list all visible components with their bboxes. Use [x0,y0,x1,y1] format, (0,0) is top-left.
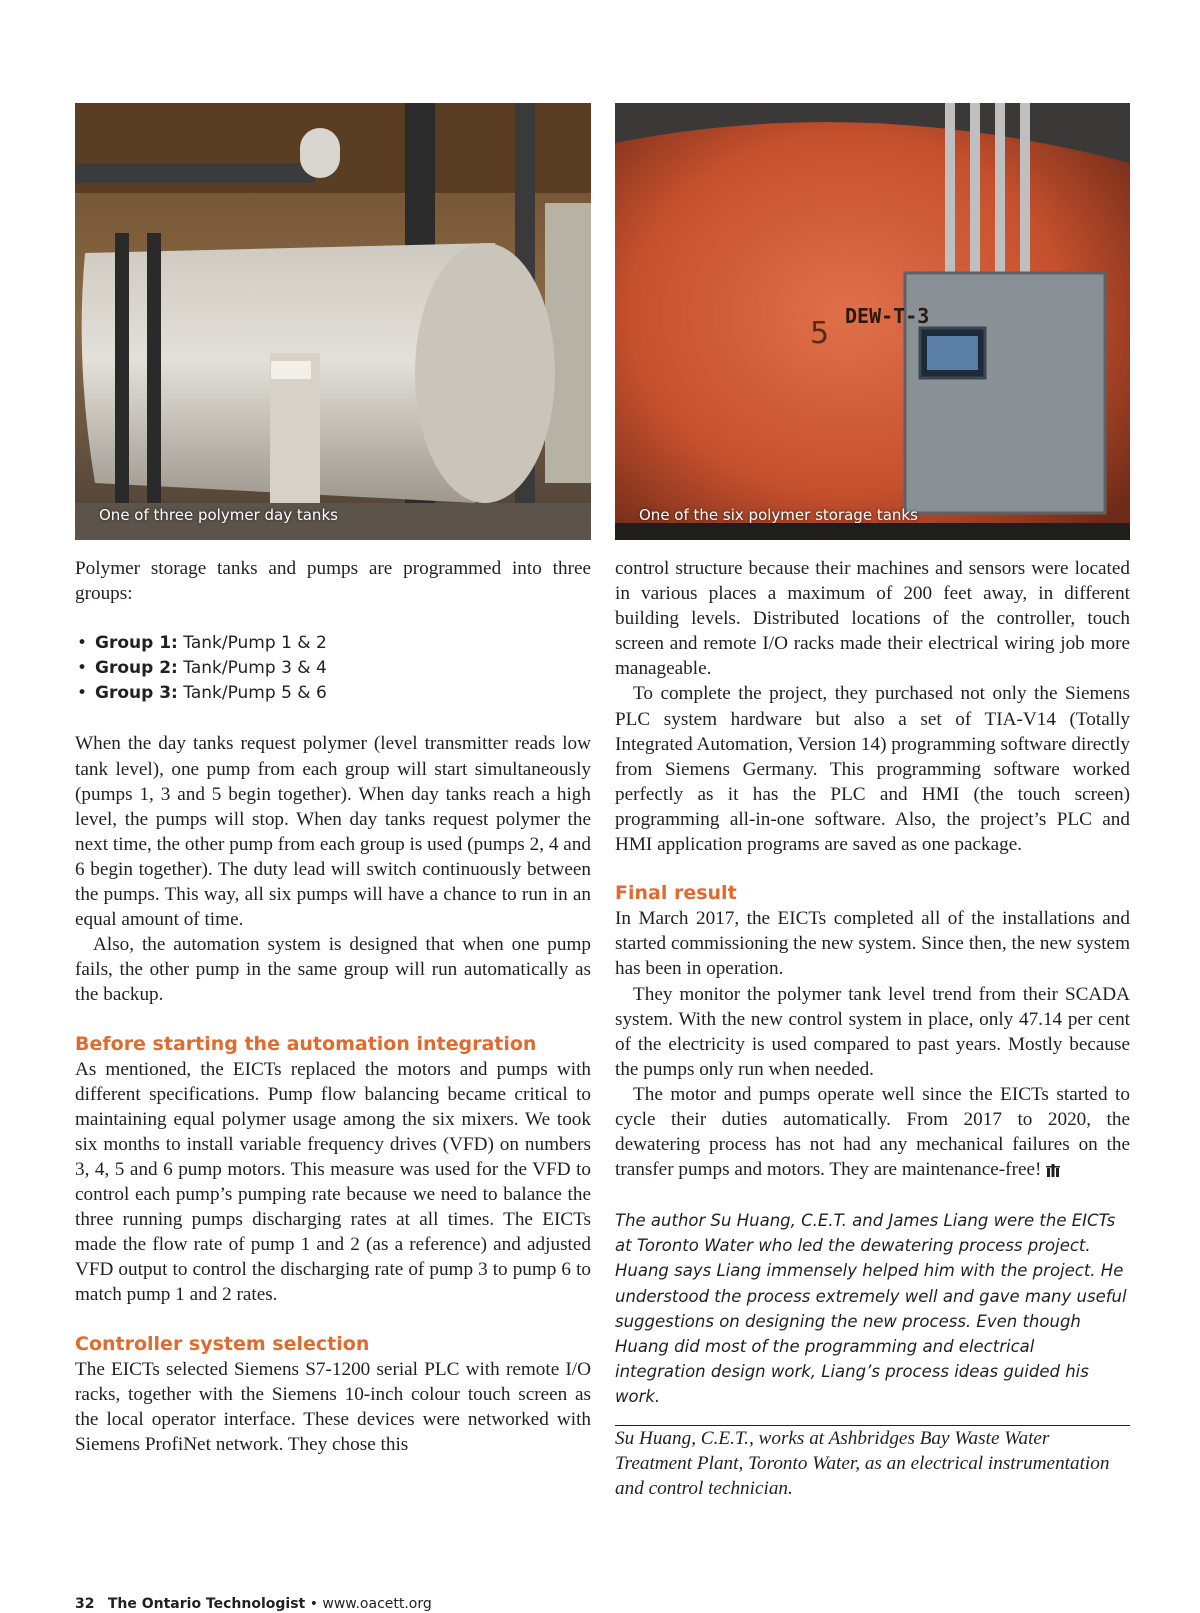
tank-number: 5 [810,316,830,351]
body-paragraph: The EICTs selected Siemens S7-1200 serial PLC with remote I/O racks, together with the Siemens 10-inch colour touch screen as the local operator interface. These devices were networked with Siemens ProfiNet network. They chose this [75,1358,591,1455]
photo-day-tank [75,103,591,540]
body-paragraph: To complete the project, they purchased not only the Siemens PLC system hardware but also a set of TIA-V14 (Totally Integrated Automation, Version 14) programming software directly from Siemens Germany. This programming software worked perfectly as it has the PLC and HMI (the touch screen) programming all-in-one software. Also, the project’s PLC and HMI application programs are saved as one package. [615,683,1130,856]
page-footer [75,1596,432,1612]
body-paragraph: In March 2017, the EICTs completed all of the installations and started commissioning the new system. Since then, the new system has been in operation. [615,908,1130,980]
day-tank-image [75,103,591,540]
photo-caption: One of the six polymer storage tanks [639,506,918,524]
list-item: • Group 2: Tank/Pump 3 & 4 [95,656,591,681]
left-column [75,556,591,1457]
body-paragraph: They monitor the polymer tank level trend from their SCADA system. With the new control system in place, only 47.14 per cent of the electricity is used compared to past years. Mostly because the pumps only run when needed. [615,983,1130,1080]
group-list [75,631,591,706]
list-item: • Group 3: Tank/Pump 5 & 6 [95,681,591,706]
page-number: 32 [75,1596,95,1612]
intro-paragraph: Polymer storage tanks and pumps are programmed into three groups: [75,558,591,605]
end-mark-icon [1046,1163,1060,1177]
section-heading: Controller system selection [75,1332,370,1355]
body-paragraph: Also, the automation system is designed that when one pump fails, the other pump in the same group will run automatically as the backup. [75,934,591,1006]
section-heading: Final result [615,882,737,905]
publication-name: The Ontario Technologist [107,1596,306,1612]
body-paragraph: When the day tanks request polymer (level transmitter reads low tank level), one pump from each group will start simultaneously (pumps 1, 3 and 5 begin together). When day tanks reach a high level, the pumps will stop. When day tanks request polymer the next time, the other pump from each group is used (pumps 2, 4 and 6 begin together). The duty lead will switch continuously between the pumps. This way, all six pumps will have a chance to run in an equal amount of time. [75,733,591,931]
body-paragraph: As mentioned, the EICTs replaced the motors and pumps with different specifications. Pump flow balancing became critical to maintaining equal polymer usage among the six mixers. We took six months to install variable frequency drives (VFD) on numbers 3, 4, 5 and 6 pump motors. This measure was used for the VFD to control each pump’s pumping rate because we need to balance the three running pumps discharging rates at all times. The EICTs made the flow rate of pump 1 and 2 (as a reference) and adjusted VFD output to control the discharging rate of pump 3 to pump 6 to match pump 1 and 2 rates. [75,1058,591,1306]
photo-caption: One of three polymer day tanks [99,506,338,524]
photo-storage-tank [615,103,1130,540]
author-bio: The author Su Huang, C.E.T. and James Liang were the EICTs at Toronto Water who led the dewatering process project. Huang says Liang immensely helped him with the project. He understood the process extremely well and gave many useful suggestions on designing the new process. Even though Huang did most of the programming and electrical integration design work, Liang’s process ideas guided his work. [615,1208,1130,1426]
right-column [615,556,1130,1501]
list-item: • Group 1: Tank/Pump 1 & 2 [95,631,591,656]
section-heading: Before starting the automation integration [75,1032,537,1055]
body-paragraph: control structure because their machines and sensors were located in various places a maximum of 200 feet away, in different building levels. Distributed locations of the controller, touch screen and remote I/O racks made their electrical wiring job more manageable. [615,558,1130,680]
footer-separator: • [309,1596,318,1612]
tank-label: DEW-T-3 [845,304,930,328]
body-paragraph: The motor and pumps operate well since the EICTs started to cycle their duties automatically. From 2017 to 2020, the dewatering process has not had any mechanical failures on the transfer pumps and motors. They are maintenance-free! [615,1083,1130,1181]
storage-tank-image [615,103,1130,540]
website-link[interactable]: www.oacett.org [322,1596,432,1612]
author-note: Su Huang, C.E.T., works at Ashbridges Bay Waste Water Treatment Plant, Toronto Water, as an electrical instrumentation and control technician. [615,1428,1110,1500]
